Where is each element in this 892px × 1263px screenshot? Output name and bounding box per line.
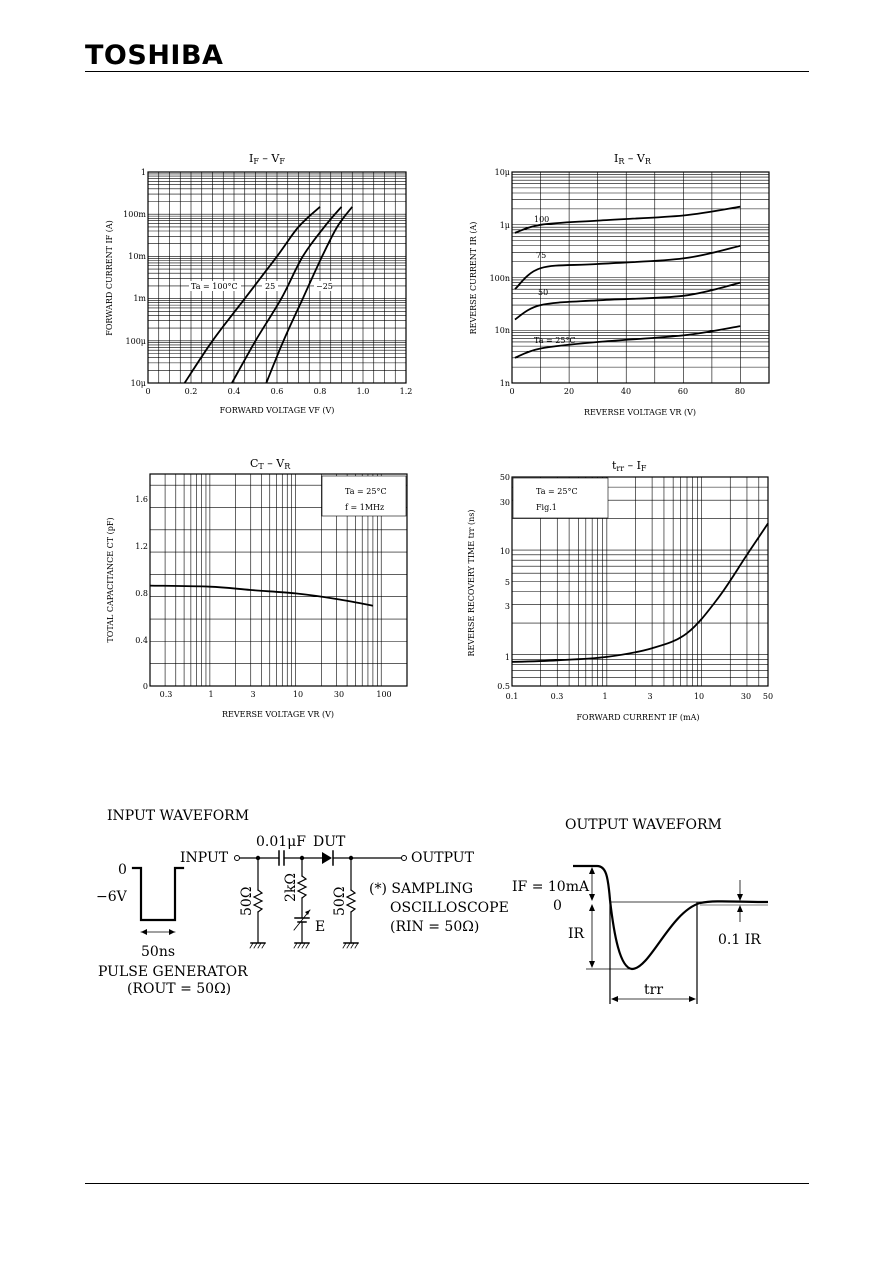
x-axis-label: FORWARD CURRENT IF (mA) [576,713,700,722]
scope-label-3: (RIN = 50Ω) [390,919,480,935]
if-label: IF = 10mA [512,879,590,895]
data-series-line [512,523,768,662]
source-label: E [315,919,326,935]
x-tick: 0.2 [184,387,198,396]
graph-ct-vr [106,457,407,719]
curve-label: Ta = 25°C [534,336,576,345]
curve-label: 25 [265,282,276,291]
curve-label: 100 [534,215,550,224]
x-tick: 80 [734,387,746,396]
y-axis-label: TOTAL CAPACITANCE CT (pF) [106,517,115,643]
curve-label: 50 [538,288,549,297]
curve-label: −25 [316,282,333,291]
graph-if-vf [105,152,412,415]
grid-lines [512,172,769,383]
y-tick: 0.5 [497,682,510,691]
r2-label: 2kΩ [283,873,299,902]
condition-box [513,478,608,518]
y-tick: 100m [123,210,146,219]
x-tick-labels [160,690,392,699]
y-tick: 1.6 [135,495,148,504]
toshiba-logo: TOSHIBA [85,40,224,71]
y-tick-labels [490,168,510,388]
graph-title: trr – IF [612,459,647,473]
y-tick: 10n [494,326,510,335]
y-tick: 10m [128,252,146,261]
y-axis-label: REVERSE CURRENT IR (A) [469,221,478,335]
capacitor-label: 0.01μF [256,834,306,850]
x-tick: 0.3 [159,690,173,699]
y-tick: 0 [142,682,148,691]
output-waveform-title: OUTPUT WAVEFORM [565,817,722,833]
recovery-waveform [573,866,768,969]
x-tick: 1 [602,692,608,701]
y-tick-labels [497,473,510,691]
y-tick: 10μ [130,379,146,388]
y-tick: 100n [489,274,510,283]
rout-label: (ROUT = 50Ω) [127,981,232,997]
x-tick-labels [145,387,412,396]
graph-trr-if [467,459,773,722]
input-terminal [235,856,240,861]
condition-freq: f = 1MHz [345,503,385,512]
graph-title: IF – VF [249,152,285,166]
r1-label: 50Ω [239,886,255,916]
x-tick: 0.6 [270,387,284,396]
y-tick: 0.4 [135,636,148,645]
pulse-generator-label: PULSE GENERATOR [98,964,248,980]
scope-label-2: OSCILLOSCOPE [390,900,509,916]
x-axis-label: REVERSE VOLTAGE VR (V) [583,408,697,417]
x-tick: 50 [762,692,774,701]
graph-title: IR – VR [614,152,651,166]
x-tick-labels [506,692,773,701]
y-tick: 3 [504,602,510,611]
y-tick: 0.8 [135,589,148,598]
x-tick: 1.0 [356,387,370,396]
input-waveform-title: INPUT WAVEFORM [107,808,250,824]
x-tick: 0.3 [550,692,564,701]
y-tick: 50 [499,473,510,482]
x-tick: 20 [563,387,575,396]
x-tick: 30 [740,692,752,701]
x-tick: 1.2 [399,387,413,396]
tenth-ir-label: 0.1 IR [718,932,761,948]
dut-diode [322,852,332,864]
condition-temp: Ta = 25°C [345,487,387,496]
output-terminal-label: OUTPUT [411,850,474,866]
y-axis-label: FORWARD CURRENT IF (A) [105,220,114,336]
y-tick: 1n [499,379,510,388]
y-tick: 1 [140,168,146,177]
condition-fig: Fig.1 [536,503,557,512]
x-tick: 0.1 [505,692,519,701]
condition-temp: Ta = 25°C [536,487,578,496]
r3-label: 50Ω [332,886,348,916]
resistor-r1 [254,890,262,912]
zero-label: 0 [553,898,562,914]
x-tick: 10 [693,692,705,701]
ir-label: IR [568,926,585,942]
y-tick: 10μ [494,168,510,177]
pulse-width-label: 50ns [141,944,176,960]
x-axis-label: REVERSE VOLTAGE VR (V) [221,710,335,719]
x-tick: 3 [250,690,256,699]
x-tick: 100 [376,690,392,699]
x-tick: 0.4 [227,387,241,396]
output-terminal [402,856,407,861]
y-tick: 10 [499,547,510,556]
test-circuit [96,808,509,997]
x-tick: 0 [509,387,515,396]
y-tick: 1μ [499,221,510,230]
resistor-r3 [347,890,355,912]
x-tick-labels [509,387,745,396]
x-tick: 3 [647,692,653,701]
graph-title: CT – VR [250,457,291,471]
y-tick: 5 [504,578,510,587]
data-curves [512,523,768,662]
x-tick: 30 [333,690,345,699]
data-series-line [185,207,320,383]
graph-ir-vr [469,152,769,417]
scope-label-1: (*) SAMPLING [369,881,474,897]
resistor-r2 [298,876,306,898]
trr-label: trr [644,982,664,998]
grid-lines [148,172,406,383]
x-tick: 10 [292,690,304,699]
x-tick: 1 [208,690,214,699]
input-amplitude-label: −6V [96,889,127,905]
dut-label: DUT [313,834,346,850]
curve-label: 75 [536,251,547,260]
input-pulse-waveform [133,868,183,920]
x-tick: 0.8 [313,387,327,396]
curve-label: Ta = 100°C [191,282,238,291]
data-curves [185,207,353,383]
x-tick: 0 [145,387,151,396]
x-axis-label: FORWARD VOLTAGE VF (V) [219,406,335,415]
y-tick-labels [135,495,148,691]
input-terminal-label: INPUT [180,850,229,866]
y-axis-label: REVERSE RECOVERY TIME trr (ns) [467,509,476,657]
y-tick: 1 [504,653,510,662]
x-tick: 60 [677,387,689,396]
output-waveform [512,817,768,1004]
data-series-line [515,283,741,320]
x-tick: 40 [620,387,632,396]
y-tick: 100μ [125,337,146,346]
y-tick: 1m [133,294,146,303]
input-zero-label: 0 [118,862,127,878]
y-tick-labels [123,168,146,388]
y-tick: 1.2 [135,542,148,551]
y-tick: 30 [499,498,510,507]
